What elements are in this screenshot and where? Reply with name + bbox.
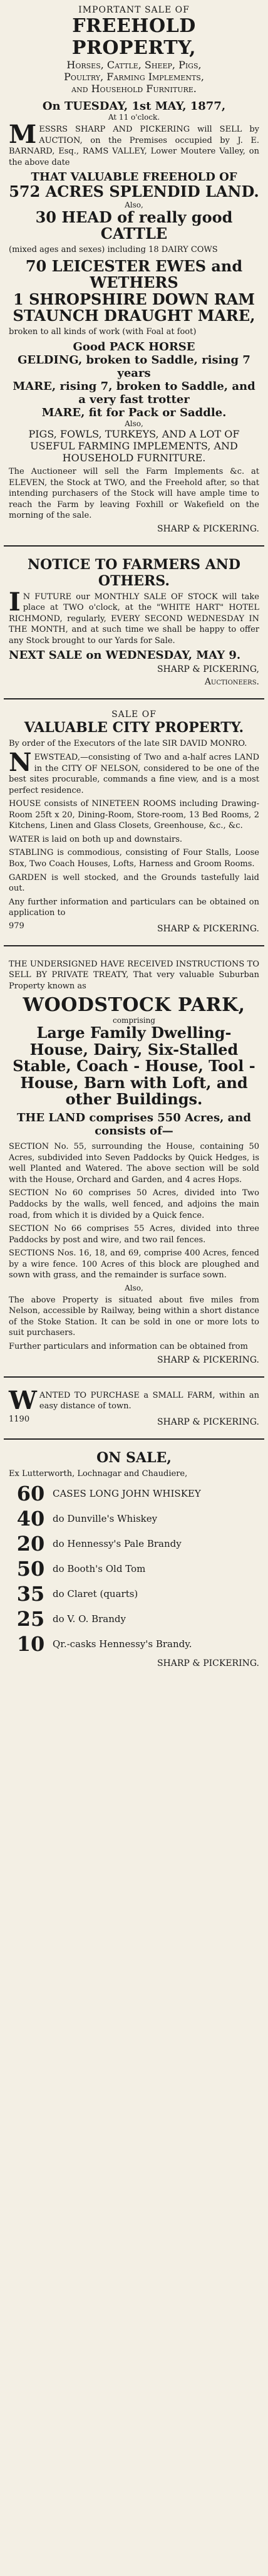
ad1-sheep: 70 LEICESTER EWES and WETHERS [25,256,243,292]
ad2-body: IN FUTURE our MONTHLY SALE OF STOCK will take place at TWO o'clock, at the "WHITE HART" HOTEL RICHMOND, regularly, EVERY SECOND WEDNESDAY IN THE MONTH, and at such time we shall be happy to offer any Stock brought to our Yards for Sale. [9,587,259,646]
ad1-hack: Good PACK HORSE [73,340,195,354]
ad-on-sale [0,1445,268,1675]
sale-item [9,1632,259,1656]
ad-city-property [0,704,268,940]
sale-item [9,1532,259,1556]
ad1-subtitle3: and Household Furniture. [71,83,197,95]
ad3-signature: SHARP & PICKERING. [157,923,259,934]
ad5-signature: SHARP & PICKERING. [157,1416,259,1427]
sale-item-desc: CASES LONG JOHN WHISKEY [53,1488,201,1500]
ad1-signature: SHARP & PICKERING. [157,523,259,534]
ad6-intro: Ex Lutterworth, Lochnagar and Chaudiere, [9,1469,188,1479]
ad6-title: ON SALE, [96,1449,172,1466]
ad1-acres: 572 ACRES SPLENDID LAND. [9,182,259,201]
ad2-title: NOTICE TO FARMERS AND OTHERS. [28,556,240,589]
ad4-sec2: SECTION No 60 comprises 50 Acres, divided into Two Paddocks by the walls, well fenced, and adjoins the main road, from which it is divided by a Quick fence. [9,1188,259,1220]
ad4-note: The above Property is situated about five miles from Nelson, accessible by Railway, being within a short distance of the Stoke Station. It can be sold in one or more lots to suit purchasers. [9,1295,259,1338]
ad1-lots: PIGS, FOWLS, TURKEYS, AND A LOT OF USEFUL FARMING IMPLEMENTS, AND HOUSEHOLD FURNITURE. [28,428,240,464]
sale-item-qty: 10 [16,1632,45,1657]
ad1-mare1: MARE, rising 7, broken to Saddle, and a very fast trotter [13,380,255,407]
ad1-date: On TUESDAY, 1st MAY, 1877, [42,100,226,113]
ad3-water: WATER is laid on both up and downstairs. [9,834,183,844]
ad-woodstock-park [0,951,268,1371]
ad2-signature: SHARP & PICKERING, [157,664,259,675]
ad1-gelding: GELDING, broken to Saddle, rising 7 years [18,353,250,380]
ad3-title: VALUABLE CITY PROPERTY. [24,720,244,736]
sale-item-qty: 35 [16,1582,45,1606]
sale-item-desc: do Dunville's Whiskey [53,1513,158,1525]
ad1-mare2: MARE, fit for Pack or Saddle. [41,406,227,420]
sale-item-qty: 60 [16,1482,45,1506]
sale-item [9,1482,259,1505]
ad4-sec4: SECTIONS Nos. 16, 18, and 69, comprise 400 Acres, fenced by a wire fence. 100 Acres of this block are ploughed and sown with grass, and the remainder is surface sown. [9,1249,259,1280]
sale-item-qty: 50 [16,1557,45,1581]
divider [4,945,264,946]
ad3-house: HOUSE consists of NINETEEN ROOMS including Drawing-Room 25ft x 20, Dining-Room, Store-room, 13 Bed Rooms, 2 Kitchens, Linen and Glass Closets, Greenhouse, &c., &c. [9,799,259,831]
ad1-horse-note: broken to all kinds of work (with Foal at foot) [9,327,197,337]
ad1-cattle-note: (mixed ages and sexes) including 18 DAIRY COWS [9,245,218,255]
sale-item [9,1607,259,1631]
sale-item-qty: 20 [16,1532,45,1556]
ad4-title: WOODSTOCK PARK, [23,994,245,1017]
divider [4,698,264,699]
divider [4,545,264,547]
ad4-comprising: comprising [113,1016,155,1025]
ad1-time: At 11 o'clock. [108,113,160,122]
ad-freehold-sale [0,0,268,540]
ad5-body: WANTED TO PURCHASE a SMALL FARM, within an easy distance of town. [9,1385,259,1415]
ad4-info: Further particulars and information can be obtained from [9,1342,248,1352]
ad-notice-farmers [0,552,268,694]
ad3-info: Any further information and particulars can be obtained on application to [9,897,259,918]
ad3-intro: By order of the Executors of the late SIR DAVID MONRO. [9,739,247,749]
sale-item-qty: 25 [16,1607,45,1631]
sale-item [9,1507,259,1531]
ad1-subtitle1: Horses, Cattle, Sheep, Pigs, [66,59,202,71]
sale-item-desc: do Claret (quarts) [53,1588,138,1600]
ad4-also: Also, [125,1283,143,1292]
ad6-signature: SHARP & PICKERING. [157,1658,259,1669]
sale-item-desc: do V. O. Brandy [53,1613,126,1625]
ad3-ref: 979 [9,921,24,931]
divider [4,1438,264,1440]
ad-wanted-farm [0,1383,268,1433]
sale-item-desc: Qr.-casks Hennessy's Brandy. [53,1638,192,1650]
ad1-horse: STAUNCH DRAUGHT MARE, [13,306,255,325]
ad1-freehold: THAT VALUABLE FREEHOLD OF [31,170,237,184]
ad3-garden: GARDEN is well stocked, and the Grounds tastefully laid out. [9,872,259,894]
ad3-body1: NEWSTEAD,—consisting of Two and a-half acres LAND in the CITY OF NELSON, considered to be one of the best sites procurable, commands a fine view, and is a most perfect residence. [9,748,259,795]
ad4-desc: Large Family Dwelling-House, Dairy, Six-Stalled Stable, Coach - House, Tool - House, Barn with Loft, and other Buildings. [13,1024,255,1108]
ad1-subtitle2: Poultry, Farming Implements, [64,71,204,83]
ad1-cattle: 30 HEAD of really good CATTLE [35,207,233,243]
ad1-ram: 1 SHROPSHIRE DOWN RAM [13,290,255,308]
sale-item-desc: do Booth's Old Tom [53,1563,146,1575]
ad4-intro: THE UNDERSIGNED HAVE RECEIVED INSTRUCTIONS TO SELL BY PRIVATE TREATY, That very valuable Suburban Property known as [9,959,259,991]
ad1-title: FREEHOLD PROPERTY, [71,15,197,59]
ad4-sec1: SECTION No. 55, surrounding the House, containing 50 Acres, subdivided into Seven Paddocks by Quick Hedges, is well Planted and Watered. The above section will be sold with the House, Orchard and Garden, and 4 acres Hops. [9,1142,259,1185]
ad4-sec3: SECTION No 66 comprises 55 Acres, divided into three Paddocks by post and wire, and two rail fences. [9,1224,259,1245]
ad5-ref: 1190 [9,1414,30,1424]
ad1-also2: Also, [125,419,143,429]
sale-item-desc: do Hennessy's Pale Brandy [53,1538,182,1550]
sale-item [9,1582,259,1606]
ad3-heading: SALE OF [111,709,157,720]
ad1-also1: Also, [125,200,143,209]
ad1-heading: IMPORTANT SALE OF [78,5,190,15]
ad3-stabling: STABLING is commodious, consisting of Four Stalls, Loose Box, Two Coach Houses, Lofts, Harness and Groom Rooms. [9,848,259,869]
ad2-role: Auctioneers. [204,677,259,688]
ad1-note: The Auctioneer will sell the Farm Implements &c. at ELEVEN, the Stock at TWO, and the Freehold after, so that intending purchasers of the Stock will have ample time to reach the Farm by leaving Foxhill or Wakefield on the morning of the sale. [9,467,259,521]
sale-item [9,1557,259,1581]
ad2-next-sale: NEXT SALE on WEDNESDAY, MAY 9. [9,649,241,662]
ad4-signature: SHARP & PICKERING. [157,1354,259,1365]
divider [4,1376,264,1378]
ad4-land: THE LAND comprises 550 Acres, and consists of— [17,1111,251,1138]
sale-item-qty: 40 [16,1507,45,1531]
ad1-intro: MESSRS SHARP AND PICKERING will SELL by AUCTION, on the Premises occupied by J. E. BARNARD, Esq., RAMS VALLEY, Lower Moutere Valley, on the above date [9,120,259,167]
